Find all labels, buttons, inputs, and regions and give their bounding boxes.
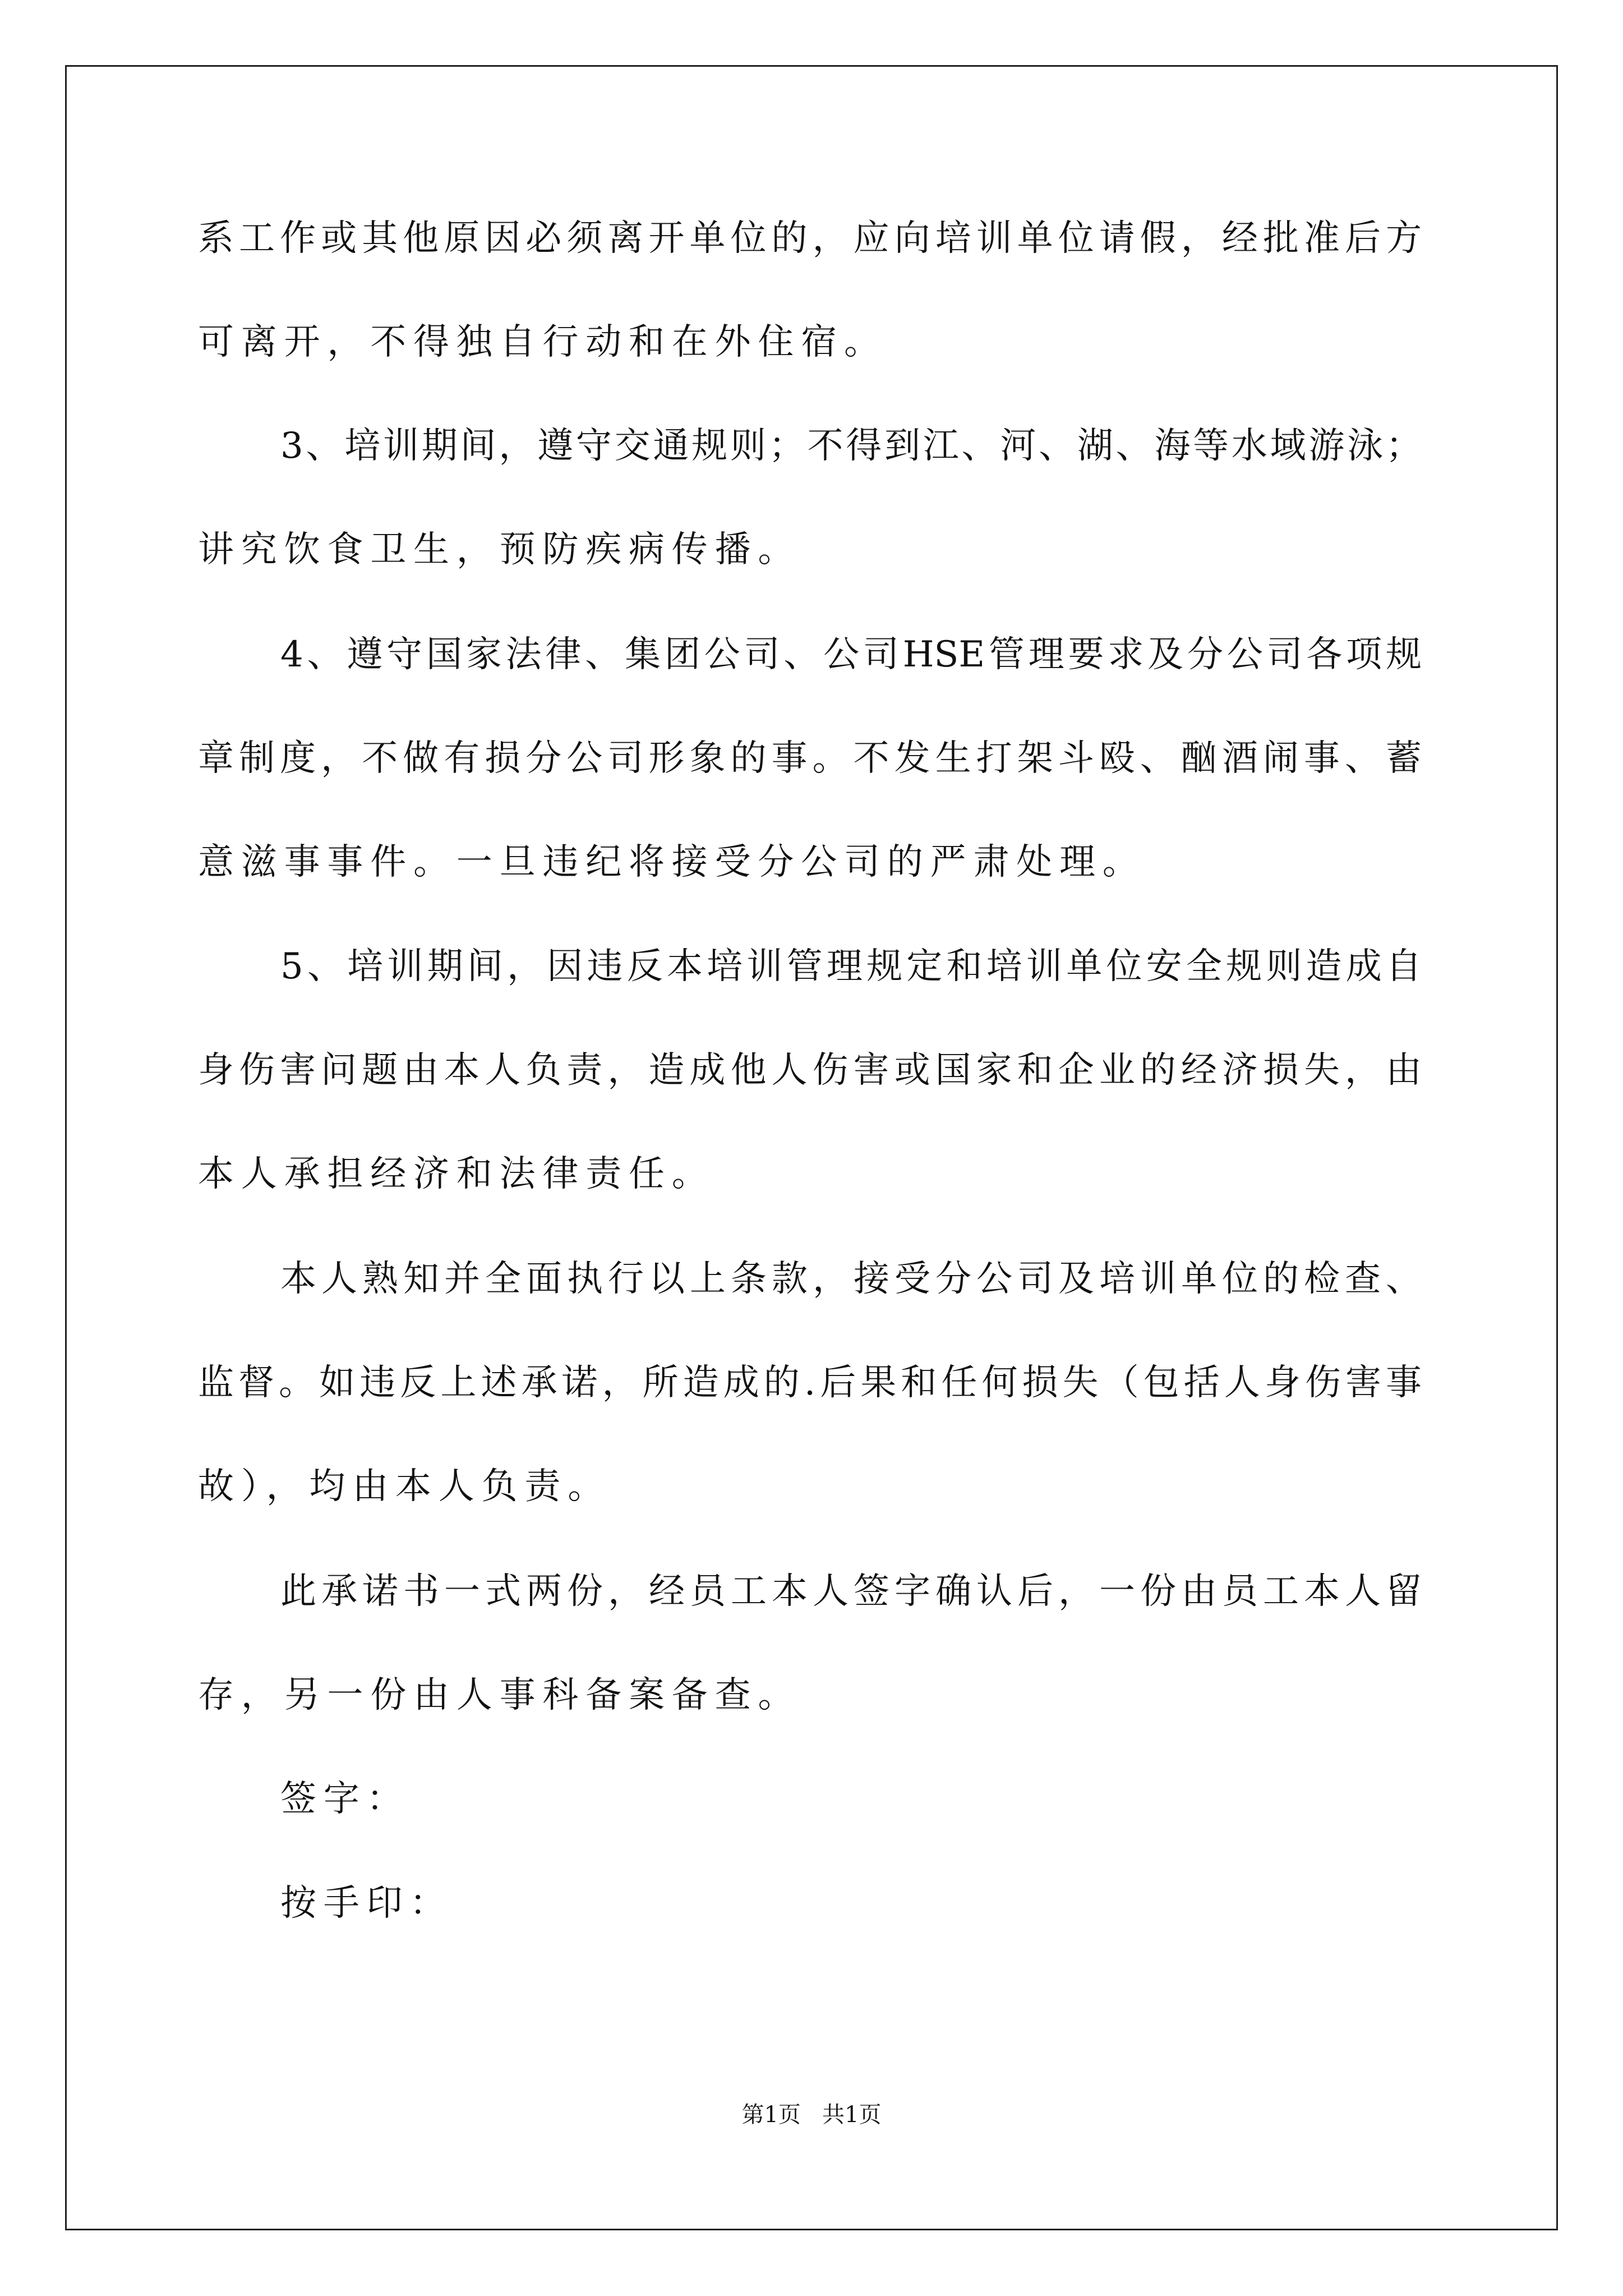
clause-4-line: 意滋事事件。一旦违纪将接受分公司的严肃处理。 <box>198 841 1146 883</box>
paragraph-line: 系工作或其他原因必须离开单位的，应向培训单位请假，经批准后方 <box>198 218 1422 259</box>
clause-5-line: 身伤害问题由本人负责，造成他人伤害或国家和企业的经济损失，由 <box>198 1050 1422 1091</box>
clause-5-line: 本人承担经济和法律责任。 <box>198 1153 715 1195</box>
clause-3-line: 讲究饮食卫生，预防疾病传播。 <box>198 529 801 570</box>
signature-label: 签字： <box>280 1778 410 1820</box>
copies-note-line: 此承诺书一式两份，经员工本人签字确认后，一份由员工本人留 <box>280 1571 1422 1612</box>
clause-4-line: 4、遵守国家法律、集团公司、公司HSE管理要求及分公司各项规 <box>280 634 1422 675</box>
fingerprint-label: 按手印： <box>280 1883 453 1924</box>
clause-5-line: 5、培训期间，因违反本培训管理规定和培训单位安全规则造成自 <box>280 946 1422 987</box>
acknowledgement-line: 监督。如违反上述承诺，所造成的.后果和任何损失（包括人身伤害事 <box>198 1362 1422 1404</box>
page-number: 第1页 共1页 <box>741 2102 882 2128</box>
copies-note-line: 存，另一份由人事科备案备查。 <box>198 1674 801 1716</box>
acknowledgement-line: 本人熟知并全面执行以上条款，接受分公司及培训单位的检查、 <box>280 1258 1422 1300</box>
paragraph-line: 可离开，不得独自行动和在外住宿。 <box>198 321 887 363</box>
acknowledgement-line: 故），均由本人负责。 <box>198 1466 611 1507</box>
clause-4-line: 章制度，不做有损分公司形象的事。不发生打架斗殴、酗酒闹事、蓄 <box>198 738 1422 779</box>
clause-3-line: 3、培训期间，遵守交通规则；不得到江、河、湖、海等水域游泳； <box>280 425 1422 467</box>
